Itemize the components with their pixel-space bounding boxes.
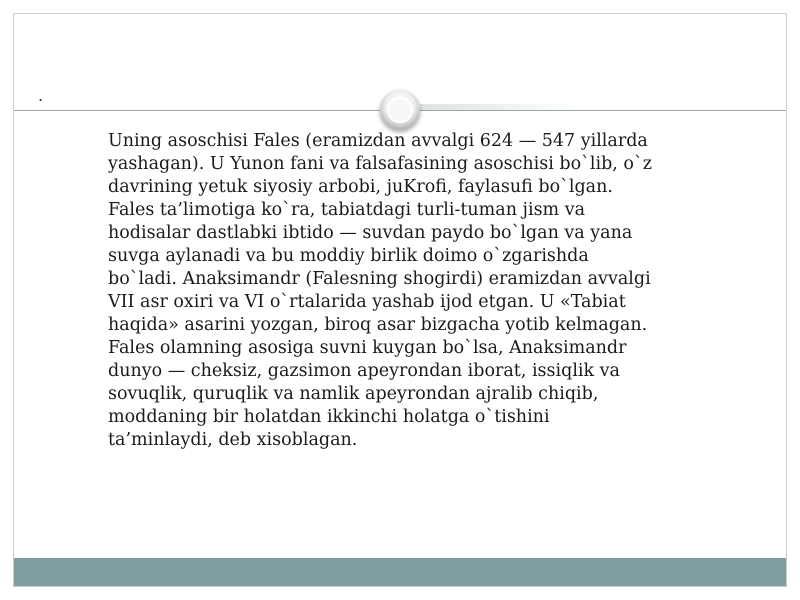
circle-ornament-icon [380,90,420,130]
body-line: suvga aylanadi va bu moddiy birlik doimo o`zgarishda [108,246,589,266]
bullet-mark: . [38,86,44,105]
body-line: Fales ta’limotiga ko`ra, tabiatdagi turli-tuman jism va [108,200,586,220]
body-line: Uning asoschisi Fales (eramizdan avvalgi 624 — 547 yillarda [108,131,648,151]
divider-shadow [420,104,580,110]
body-line: ta’minlaydi, deb xisoblagan. [108,430,358,450]
body-line: sovuqlik, quruqlik va namlik apeyrondan ajralib chiqib, [108,384,599,404]
body-line: davrining yetuk siyosiy arbobi, juKrofi, faylasufi bo`lgan. [108,177,613,197]
body-line: Fales olamning asosiga suvni kuygan bo`lsa, Anaksimandr [108,338,627,358]
footer-bar [14,558,786,586]
body-line: dunyo — cheksiz, gazsimon apeyrondan iborat, issiqlik va [108,361,620,381]
body-line: yashagan). U Yunon fani va falsafasining asoschisi bo`lib, o`z [108,154,652,174]
body-line: haqida» asarini yozgan, biroq asar bizgacha yotib kelmagan. [108,315,648,335]
body-line: VII asr oxiri va VI o`rtalarida yashab ijod etgan. U «Tabiat [108,292,626,312]
body-line: bo`ladi. Anaksimandr (Falesning shogirdi) eramizdan avvalgi [108,269,651,289]
slide-body-text [108,130,708,452]
body-line: moddaning bir holatdan ikkinchi holatga o`tishini [108,407,550,427]
body-line: hodisalar dastlabki ibtido — suvdan paydo bo`lgan va yana [108,223,633,243]
